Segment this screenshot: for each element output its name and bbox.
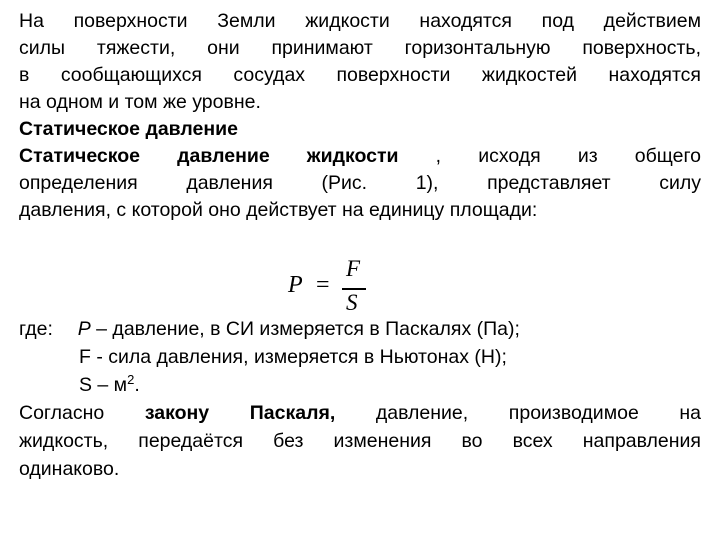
where-line-f: F - сила давления, измеряется в Ньютонах (Н); <box>79 346 507 368</box>
formula-numerator: F <box>346 256 361 281</box>
pascal-law: закону Паскаля, <box>144 402 336 424</box>
where-s-text: S – м <box>79 374 128 396</box>
where-p-symbol: P <box>77 318 91 340</box>
intro-line-3: в сообщающихся сосудах поверхности жидкостей находятся <box>19 64 701 86</box>
intro-line-1: На поверхности Земли жидкости находятся под действием <box>19 10 701 32</box>
pascal-line-1-rest: давление, производимое на <box>375 402 702 424</box>
where-s-exponent: 2 <box>127 372 135 387</box>
definition-term: Статическое давление жидкости <box>19 145 399 167</box>
intro-line-2: силы тяжести, они принимают горизонтальную поверхность, <box>19 37 701 59</box>
definition-line-1-rest: , исходя из общего <box>435 145 701 167</box>
pressure-formula <box>286 258 396 322</box>
definition-line-1 <box>19 143 701 169</box>
where-line-p <box>19 316 701 342</box>
section-heading: Статическое давление <box>19 118 238 140</box>
pascal-line-3: одинаково. <box>19 458 120 480</box>
pascal-line-1 <box>19 400 701 426</box>
where-prefix: где: <box>19 318 53 340</box>
where-p-text: – давление, в СИ измеряется в Паскалях (Па); <box>96 318 520 340</box>
pascal-start: Согласно <box>19 402 105 424</box>
formula-equals: = <box>316 272 330 298</box>
definition-line-3: давления, с которой оно действует на единицу площади: <box>19 199 538 221</box>
intro-line-4: на одном и том же уровне. <box>19 91 261 113</box>
where-s-end: . <box>134 374 140 396</box>
pascal-line-2: жидкость, передаётся без изменения во всех направления <box>19 430 701 452</box>
formula-denominator: S <box>346 290 358 315</box>
where-line-s <box>79 372 720 398</box>
formula-lhs: P <box>288 272 303 298</box>
definition-line-2: определения давления (Рис. 1), представляет силу <box>19 172 701 194</box>
